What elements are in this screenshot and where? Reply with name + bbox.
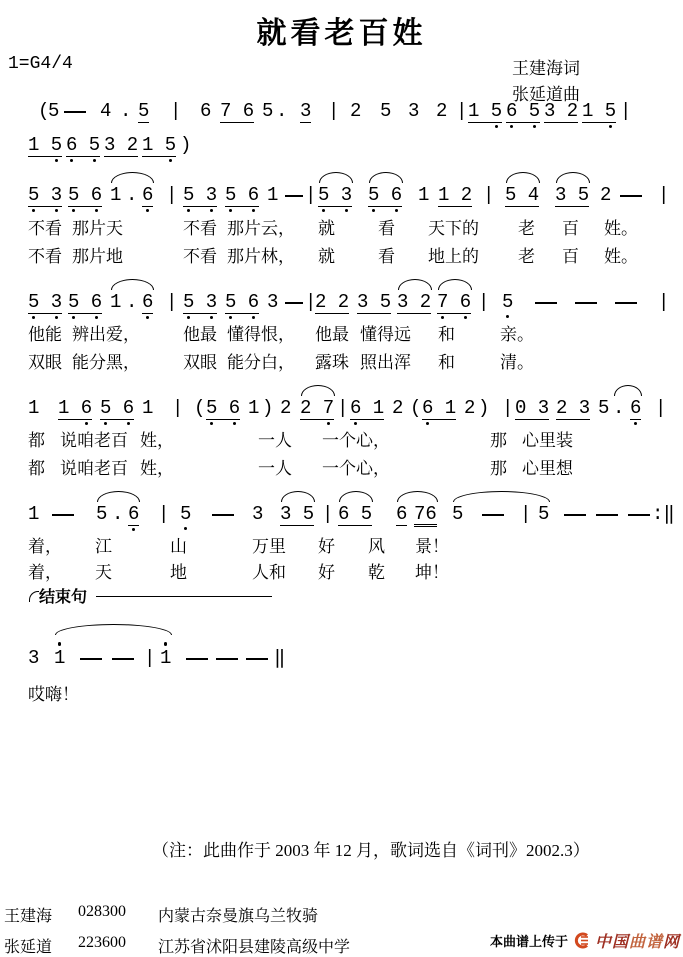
note-token: 3 5 [357,291,392,313]
low-octave-dot [609,125,613,129]
contributor-name: 王建海 [4,908,53,925]
lyric-syllable: 不看 [28,219,62,238]
site-name-part: 曲谱 [629,934,664,951]
lyric-syllable: 乾 [368,563,385,582]
slur-arc [556,172,590,183]
low-octave-dot [252,209,256,213]
low-octave-dot [70,159,74,163]
lyric-syllable: 不看 [183,219,217,238]
note-token: 5 3 [183,292,217,314]
ending-phrase-line [96,596,272,597]
note-token: 2 [350,100,362,122]
lyric-syllable: 那 [490,431,507,450]
note-token: ) [262,397,274,419]
note-token: 2 [280,397,292,419]
site-name [595,929,680,952]
low-octave-dot [95,209,99,213]
lyric-syllable: 老 [518,219,535,238]
note-token: 5 6 [206,398,240,420]
low-octave-dot [233,422,237,426]
note-token: 1 [28,503,40,525]
note-token: 3 2 [397,291,432,313]
note-token: | [172,397,184,419]
note-token: 1 5 [468,101,502,123]
low-octave-dot [184,527,188,531]
low-octave-dot [252,316,256,320]
note-token: . [126,291,138,313]
note-token: | [520,503,532,525]
note-token: 5 6 [68,292,102,314]
duration-dash [285,302,303,304]
slur-arc [398,279,432,290]
note-token: 5 6 [368,185,402,207]
lyric-syllable: 露珠 [315,353,349,372]
slur-arc [453,491,550,502]
lyric-syllable: 哎嗨！ [28,685,79,704]
lyric-syllable: 百 [562,219,579,238]
ending-phrase-label: 结束句 [39,589,88,606]
lyric-syllable: 懂得远 [360,325,411,344]
lyric-syllable: 景！ [415,537,449,556]
note-token: 6 [630,398,641,420]
ending-phrase-curve [29,591,39,602]
note-token: 5 [262,100,274,122]
lyric-syllable: 能分黑， [72,353,140,372]
slur-arc [614,385,642,396]
note-token: 2 [436,100,448,122]
notes-line [0,101,683,125]
note-token: | [166,184,178,206]
lyric-syllable: 风 [368,537,385,556]
lyric-syllable: 就 [318,219,335,238]
low-octave-dot [55,316,59,320]
duration-dash [615,302,637,304]
note-token: | [158,503,170,525]
note-token: 1 [110,291,122,313]
lyric-syllable: 着， [28,563,62,582]
note-token: 2 [600,184,612,206]
note-token: 5 3 [28,185,62,207]
duration-dash [64,111,86,113]
note-token: | [328,100,340,122]
low-octave-dot [506,315,510,319]
note-token: 7 6 [437,292,471,314]
low-octave-dot [32,316,36,320]
lyric-syllable: 说咱老百 [60,431,128,450]
slur-arc [397,491,438,502]
note-token: . [613,397,625,419]
lyric-syllable: 山 [170,537,187,556]
note-token: 5 [380,100,392,122]
note-token: | [502,397,514,419]
lyric-syllable: 天下的 [428,219,479,238]
note-token: 5 [48,100,60,122]
low-octave-dot [395,209,399,213]
low-octave-dot [72,209,76,213]
lyric-syllable: 和 [438,325,455,344]
low-octave-dot [72,316,76,320]
note-token: 3 2 [104,134,139,156]
note-token: | [483,184,495,206]
note-token: 6 [142,185,153,207]
lyric-syllable: 那片地 [72,247,123,266]
note-token: 1 [28,397,40,419]
slur-arc [281,491,315,502]
low-octave-dot [322,209,326,213]
low-octave-dot [146,209,150,213]
duration-dash [482,514,504,516]
contributor-org: 内蒙古奈曼旗乌兰牧骑 [158,908,319,925]
note-token: ) [478,397,490,419]
duration-dash [285,195,303,197]
lyric-syllable: 不看 [28,247,62,266]
note-token: 5 6 [225,292,259,314]
duration-dash [80,658,102,660]
note-token: ( [38,100,50,122]
low-octave-dot [55,159,59,163]
low-octave-dot [169,159,173,163]
low-octave-dot [32,209,36,213]
note-token: ( [410,397,422,419]
lyric-syllable: 亲。 [500,325,534,344]
note-token: | [170,100,182,122]
low-octave-dot [95,316,99,320]
lyric-syllable: 一个心， [322,459,390,478]
low-octave-dot [426,422,430,426]
low-octave-dot [210,422,214,426]
duration-dash [620,195,642,197]
lyricist-credit: 王建海词 [512,59,580,78]
duration-dash [186,658,208,660]
note-token: . [112,503,124,525]
low-octave-dot [210,316,214,320]
low-octave-dot [441,316,445,320]
notes-line [0,398,683,422]
note-token: | [456,100,468,122]
high-octave-dot [164,642,168,646]
slur-arc [438,279,472,290]
notes-line [0,292,683,316]
lyric-syllable: 一人 [258,459,292,478]
note-token: 5 [502,292,513,312]
note-token: 1 2 [438,184,473,206]
note-token: 5 [138,100,150,122]
slur-arc [111,279,154,290]
notes-line [0,135,683,159]
lyric-syllable: 一人 [258,431,292,450]
note-token: 5 3 [318,185,352,207]
low-octave-dot [146,316,150,320]
lyric-syllable: 坤！ [415,563,449,582]
note-token: 0 3 [515,397,550,419]
note-token: 3 [408,100,420,122]
note-token: ( [194,397,206,419]
note-token: 2 7 [300,398,334,420]
low-octave-dot [327,422,331,426]
note-token: . [120,100,132,122]
lyric-syllable: 地上的 [428,247,479,266]
lyric-syllable: 那片天 [72,219,123,238]
site-name-part: 网 [663,934,681,951]
low-octave-dot [345,209,349,213]
note-token: | [658,291,670,313]
lyric-syllable: 万里 [252,537,286,556]
low-octave-dot [210,209,214,213]
low-octave-dot [495,125,499,129]
low-octave-dot [55,209,59,213]
note-token: 4 [100,100,112,122]
uploader-banner [490,929,680,952]
note-token: 5 [96,503,108,525]
note-token: 1 [110,184,122,206]
note-token: 3 [28,647,40,669]
low-octave-dot [372,209,376,213]
site-logo-icon [572,932,591,949]
note-token: 3 [252,503,264,525]
contributor-name: 张延道 [4,939,53,956]
low-octave-dot [93,159,97,163]
lyric-syllable: 照出浑 [360,353,411,372]
lyric-syllable: 百 [562,247,579,266]
lyric-syllable: 双眼 [183,353,217,372]
lyric-syllable: 看 [378,247,395,266]
site-name-part: 中国 [595,934,630,951]
note-token: 1 6 [58,398,92,420]
note-token: 6 1 [422,398,456,420]
note-token: 7 6 [220,100,255,122]
lyric-syllable: 他能 [28,325,62,344]
duration-dash [628,514,650,516]
note-token: 5 6 [68,185,102,207]
note-token: 2 [464,397,476,419]
lyric-syllable: 心里想 [522,459,573,478]
note-token: 3 5 [280,503,315,525]
slur-arc [506,172,540,183]
note-token: 2 [392,397,404,419]
low-octave-dot [533,125,537,129]
contributor-postcode: 223600 [78,934,126,951]
note-token: :‖ [652,503,675,525]
note-token: ) [180,134,192,156]
uploader-prefix: 本曲谱上传于 [490,934,569,949]
duration-dash [246,658,268,660]
note-token: 1 5 [142,135,176,157]
low-octave-dot [132,528,136,532]
note-token: 5 [452,503,464,525]
note-token: ‖ [274,647,286,669]
note-token: 5 [180,504,191,524]
low-octave-dot [229,209,233,213]
notes-line [0,504,683,528]
low-octave-dot [510,125,514,129]
note-token: 5 6 [100,398,134,420]
note-token: 6 [396,503,408,525]
lyric-syllable: 双眼 [28,353,62,372]
lyric-syllable: 姓， [140,459,174,478]
lyric-syllable: 就 [318,247,335,266]
footnote: （注：此曲作于 2003 年 12 月，歌词选自《词刊》2002.3） [152,841,590,860]
note-token: | [305,184,317,206]
lyric-syllable: 着， [28,537,62,556]
note-token: 6 1 [350,398,384,420]
note-token: 6 5 [66,135,100,157]
lyric-syllable: 天 [95,563,112,582]
lyric-syllable: 姓。 [604,219,638,238]
low-octave-dot [464,316,468,320]
lyric-syllable: 和 [438,353,455,372]
note-token: 1 5 [28,135,62,157]
duration-dash [112,658,134,660]
lyric-syllable: 那片林， [227,247,295,266]
lyric-syllable: 他最 [315,325,349,344]
low-octave-dot [187,316,191,320]
duration-dash [535,302,557,304]
note-token: 6 5 [338,503,373,525]
note-token: 1 [248,397,260,419]
lyric-syllable: 老 [518,247,535,266]
note-token: 5 6 [225,185,259,207]
low-octave-dot [187,209,191,213]
note-token: 5 4 [505,184,540,206]
slur-arc [97,491,140,502]
note-token: 5 [598,397,610,419]
lyric-syllable: 不看 [183,247,217,266]
note-token: | [166,291,178,313]
slur-arc [339,491,373,502]
note-token: 1 [267,184,279,206]
note-token: 1 5 [582,101,616,123]
lyric-syllable: 辨出爱， [72,325,140,344]
note-token: 2 2 [315,291,350,313]
lyric-syllable: 能分白， [227,353,295,372]
lyric-syllable: 姓。 [604,247,638,266]
lyric-syllable: 都 [28,459,45,478]
note-token: | [655,397,667,419]
lyric-syllable: 看 [378,219,395,238]
duration-dash [596,514,618,516]
note-token: 5 [538,503,550,525]
slur-arc [111,172,154,183]
low-octave-dot [634,422,638,426]
note-token: | [337,397,349,419]
note-token: | [144,647,156,669]
note-token: 3 [267,291,279,313]
lyric-syllable: 那片云， [227,219,295,238]
lyric-syllable: 好 [318,537,335,556]
lyric-syllable: 清。 [500,353,534,372]
low-octave-dot [127,422,131,426]
note-token: 3 [300,100,312,122]
composer-credit: 张延道曲 [512,85,580,104]
low-octave-dot [229,316,233,320]
low-octave-dot [354,422,358,426]
notes-line [0,648,683,672]
high-octave-dot [58,642,62,646]
note-token: 6 5 [506,101,540,123]
lyric-syllable: 他最 [183,325,217,344]
note-token: 6 [128,504,139,526]
lyric-syllable: 懂得恨， [227,325,295,344]
note-token: 1 [160,648,171,668]
note-token: 5 3 [28,292,62,314]
slur-arc [369,172,403,183]
note-token: | [620,100,632,122]
slur-arc [301,385,335,396]
lyric-syllable: 都 [28,431,45,450]
duration-dash [212,514,234,516]
note-token: . [126,184,138,206]
slur-arc [55,624,172,635]
note-token: | [478,291,490,313]
duration-dash [564,514,586,516]
contributor-org: 江苏省沭阳县建陵高级中学 [158,939,351,956]
note-token: 1 [54,648,65,668]
note-token: 3 5 [555,184,590,206]
duration-dash [575,302,597,304]
note-token: | [305,291,317,313]
note-token: | [658,184,670,206]
note-token: 6 [142,292,153,314]
lyric-syllable: 说咱老百 [60,459,128,478]
note-token: 2 3 [556,397,591,419]
note-token: 1 [142,397,154,419]
low-octave-dot [85,422,89,426]
notes-line [0,185,683,209]
duration-dash [52,514,74,516]
low-octave-dot [104,422,108,426]
page-title: 就看老百姓 [256,17,427,50]
note-token: . [276,100,288,122]
note-token: 1 [418,184,430,206]
key-signature: 1=G4/4 [8,54,73,74]
contributor-postcode: 028300 [78,903,126,920]
note-token: 5 3 [183,185,217,207]
lyric-syllable: 好 [318,563,335,582]
lyric-syllable: 一个心， [322,431,390,450]
lyric-syllable: 人和 [252,563,286,582]
note-token: 76 [414,503,437,525]
lyric-syllable: 江 [95,537,112,556]
note-token: | [322,503,334,525]
duration-dash [216,658,238,660]
note-token: 3 2 [544,100,579,122]
lyric-syllable: 那 [490,459,507,478]
note-token: 6 [200,100,212,122]
slur-arc [319,172,353,183]
lyric-syllable: 姓， [140,431,174,450]
lyric-syllable: 心里装 [522,431,573,450]
lyric-syllable: 地 [170,563,187,582]
